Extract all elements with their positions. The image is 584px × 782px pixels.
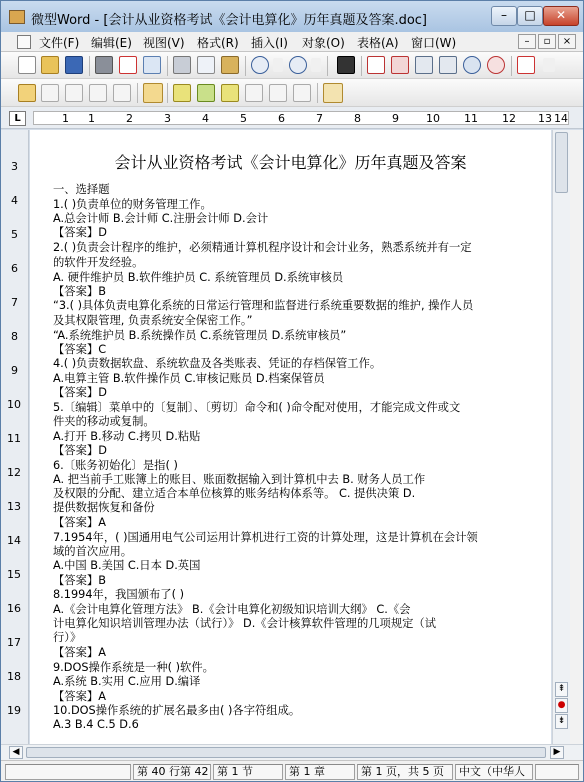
minimize-button[interactable]: – [491,6,517,26]
vruler-number: 10 [7,398,21,411]
menu-format[interactable]: 格式(R) [197,36,239,50]
vruler-number: 18 [7,670,21,683]
doc-line: A.打开 B.移动 C.拷贝 D.粘贴 [53,430,201,443]
separator [167,83,168,103]
menu-file[interactable]: 文件(F) [39,36,80,50]
delete-object-icon[interactable] [65,84,83,102]
maximize-button[interactable]: □ [517,6,543,26]
doc-line: A.总会计师 B.会计师 C.注册会计师 D.会计 [53,212,269,225]
ruler-number: 14 [554,112,568,125]
doc-line: 【答案】A [53,690,106,703]
header-footer-icon[interactable] [391,56,409,74]
edit-object-icon[interactable] [41,84,59,102]
status-extra-pane [535,764,579,780]
doc-line: 【答案】A [53,646,106,659]
doc-line: A.中国 B.美国 C.日本 D.英国 [53,559,201,572]
doc-line: A. 硬件维护员 B.软件维护员 C. 系统管理员 D.系统审核员 [53,271,344,284]
vruler-number: 4 [11,194,18,207]
ruler-number: 6 [278,112,285,125]
close-button[interactable]: ✕ [543,6,579,26]
open-folder-icon[interactable] [41,56,59,74]
previous-page-button[interactable]: ⇞ [555,682,568,697]
menu-edit[interactable]: 编辑(E) [91,36,132,50]
doc-line: 5.〔编辑〕菜单中的〔复制〕、〔剪切〕命令和( )命令配对使用，才能完成文件或文 [53,401,461,414]
doc-restore-button[interactable]: ▫ [538,34,556,49]
menu-window[interactable]: 窗口(W) [411,36,457,50]
status-empty-pane [5,764,131,780]
font-color-icon[interactable] [517,56,535,74]
object-toolbar [1,79,583,107]
find-binoculars-icon[interactable] [337,56,355,74]
doc-line: A.系统 B.实用 C.应用 D.编译 [53,675,201,688]
doc-line: A.3 B.4 C.5 D.6 [53,718,139,731]
undo-icon[interactable] [251,56,269,74]
document-page[interactable] [30,130,551,744]
new-document-icon[interactable] [18,56,36,74]
doc-line: 【答案】D [53,444,107,457]
print-icon[interactable] [95,56,113,74]
doc-line: “3.( )具体负责电算化系统的日常运行管理和监督进行系统重要数据的维护, 操作人员 [53,299,474,312]
doc-line: 件夹的移动或复制。 [53,415,155,428]
doc-line: 行）》 [53,631,82,644]
horizontal-ruler[interactable] [33,111,569,125]
doc-line: 及权限的分配、建立适合本单位核算的账务结构体系等。 C. 提供决策 D. [53,487,416,500]
ruler-bar [1,107,583,129]
doc-line: 域的首次应用。 [53,545,133,558]
doc-line: 6.〔账务初始化〕是指( ) [53,459,178,472]
status-line-position: 第 40 行第 42 [133,764,211,780]
ruler-number: 8 [354,112,361,125]
document-title: 会计从业资格考试《会计电算化》历年真题及答案 [114,153,467,172]
sign-document-icon[interactable] [323,83,343,103]
vertical-scroll-thumb[interactable] [555,132,568,193]
vruler-number: 14 [7,534,21,547]
status-section: 第 1 节 [213,764,283,780]
menu-bar [1,32,583,52]
doc-line: 1.( )负责单位的财务管理工作。 [53,198,212,211]
pdf-export-icon[interactable] [119,56,137,74]
menu-object[interactable]: 对象(O) [302,36,345,50]
doc-line: A. 把当前手工账簿上的账目、账面数据输入到计算机中去 B. 财务人员工作 [53,473,426,486]
select-browse-object-button[interactable]: ● [555,698,568,713]
clipboard-icon[interactable] [143,83,163,103]
ruler-number: 13 [538,112,552,125]
toolbar-overflow-icon[interactable] [543,58,555,72]
tab-selector[interactable]: L [9,111,26,126]
ruler-number: 12 [502,112,516,125]
doc-line: 【答案】B [53,285,106,298]
select-object-icon[interactable] [18,84,36,102]
pen-icon[interactable] [173,84,191,102]
menu-view[interactable]: 视图(V) [143,36,185,50]
doc-line: 及其权限管理, 负责系统安全保密工作。” [53,314,253,327]
zoom-icon[interactable] [463,56,481,74]
duplicate-object-icon[interactable] [89,84,107,102]
doc-line: 提供数据恢复和备份 [53,501,155,514]
object-properties-icon[interactable] [113,84,131,102]
separator [317,83,318,103]
vruler-number: 5 [11,228,18,241]
separator [137,83,138,103]
vruler-number: 13 [7,500,21,513]
copy-icon[interactable] [197,56,215,74]
vertical-ruler[interactable] [1,130,29,744]
doc-line: 8.1994年，我国颁布了( ) [53,588,185,601]
document-icon[interactable] [17,35,31,49]
zoom-percent-icon[interactable] [487,56,505,74]
paste-icon[interactable] [221,56,239,74]
save-icon[interactable] [65,56,83,74]
ruler-number: 9 [392,112,399,125]
doc-line: 10.DOS操作系统的扩展名最多由( )各字符组成。 [53,704,301,717]
cut-icon[interactable] [173,56,191,74]
print-preview-icon[interactable] [143,56,161,74]
doc-line: 的软件开发经验。 [53,256,144,269]
highlighter-icon[interactable] [221,84,239,102]
ruler-number: 3 [164,112,171,125]
scroll-left-button[interactable]: ◀ [9,746,23,759]
ruler-number: 11 [464,112,478,125]
doc-line: 【答案】D [53,226,107,239]
vruler-number: 12 [7,466,21,479]
eraser-icon[interactable] [245,84,263,102]
horizontal-scroll-thumb[interactable] [26,747,546,758]
right-edge-track [570,130,583,744]
doc-line: A.《会计电算化管理方法》 B.《会计电算化初级知识培训大纲》 C.《会 [53,603,411,616]
separator [361,56,362,76]
doc-close-button[interactable]: × [558,34,576,49]
doc-line: 计电算化知识培训管理办法（试行）》 D.《会计核算软件管理的几项规定（试 [53,617,437,630]
separator [511,56,512,76]
status-page: 第 1 页，共 5 页 [357,764,453,780]
vruler-number: 3 [11,160,18,173]
vruler-number: 19 [7,704,21,717]
next-page-button[interactable]: ⇟ [555,714,568,729]
vruler-number: 17 [7,636,21,649]
scroll-right-button[interactable]: ▶ [550,746,564,759]
separator [327,56,328,76]
marker-icon[interactable] [197,84,215,102]
vruler-number: 8 [11,330,18,343]
doc-line: 【答案】C [53,343,107,356]
ruler-number: 1 [62,112,69,125]
doc-line: 9.DOS操作系统是一种( )软件。 [53,661,214,674]
doc-line: “A.系统维护员 B.系统操作员 C.系统管理员 D.系统审核员” [53,329,347,342]
doc-minimize-button[interactable]: – [518,34,536,49]
vruler-number: 16 [7,602,21,615]
status-chapter: 第 1 章 [285,764,355,780]
ruler-number: 7 [316,112,323,125]
vruler-number: 9 [11,364,18,377]
page-layout-icon[interactable] [415,56,433,74]
doc-line: 【答案】D [53,386,107,399]
redo-icon[interactable] [289,56,307,74]
ruler-number: 5 [240,112,247,125]
doc-line: 【答案】B [53,574,106,587]
doc-line: 2.( )负责会计程序的维护，必须精通计算机程序设计和会计业务，熟悉系统并有一定 [53,241,472,254]
status-bar [1,760,583,782]
page-number-icon[interactable] [367,56,385,74]
web-layout-icon[interactable] [439,56,457,74]
ink-settings-icon[interactable] [293,84,311,102]
horizontal-scrollbar[interactable] [1,744,583,760]
menu-table[interactable]: 表格(A) [357,36,399,50]
ruler-number: 4 [202,112,209,125]
doc-line: A.电算主管 B.软件操作员 C.审核记账员 D.档案保管员 [53,372,325,385]
vruler-number: 7 [11,296,18,309]
ruler-number: 10 [426,112,440,125]
undo-dropdown-icon[interactable] [273,58,283,72]
doc-line: 4.( )负责数据软盘、系统软盘及各类账表、凭证的存档保管工作。 [53,357,382,370]
vruler-number: 15 [7,568,21,581]
vruler-number: 6 [11,262,18,275]
ruler-number: 2 [126,112,133,125]
app-logo-icon [9,10,25,24]
separator [167,56,168,76]
standard-toolbar [1,52,583,79]
clear-ink-icon[interactable] [269,84,287,102]
separator [89,56,90,76]
doc-line: 7.1954年，( )国通用电气公司运用计算机进行工资的计算处理，这是计算机在会计领 [53,531,478,544]
title-bar[interactable] [1,1,583,32]
menu-insert[interactable]: 插入(I) [251,36,288,50]
separator [245,56,246,76]
status-language: 中文（中华人 [455,764,533,780]
redo-dropdown-icon[interactable] [311,58,321,72]
ruler-number: 1 [88,112,95,125]
doc-line: 【答案】A [53,516,106,529]
doc-line: 一、选择题 [53,183,110,196]
vertical-scrollbar[interactable] [552,130,570,744]
window-title: 微型Word - [会计从业资格考试《会计电算化》历年真题及答案.doc] [31,13,427,28]
vruler-number: 11 [7,432,21,445]
